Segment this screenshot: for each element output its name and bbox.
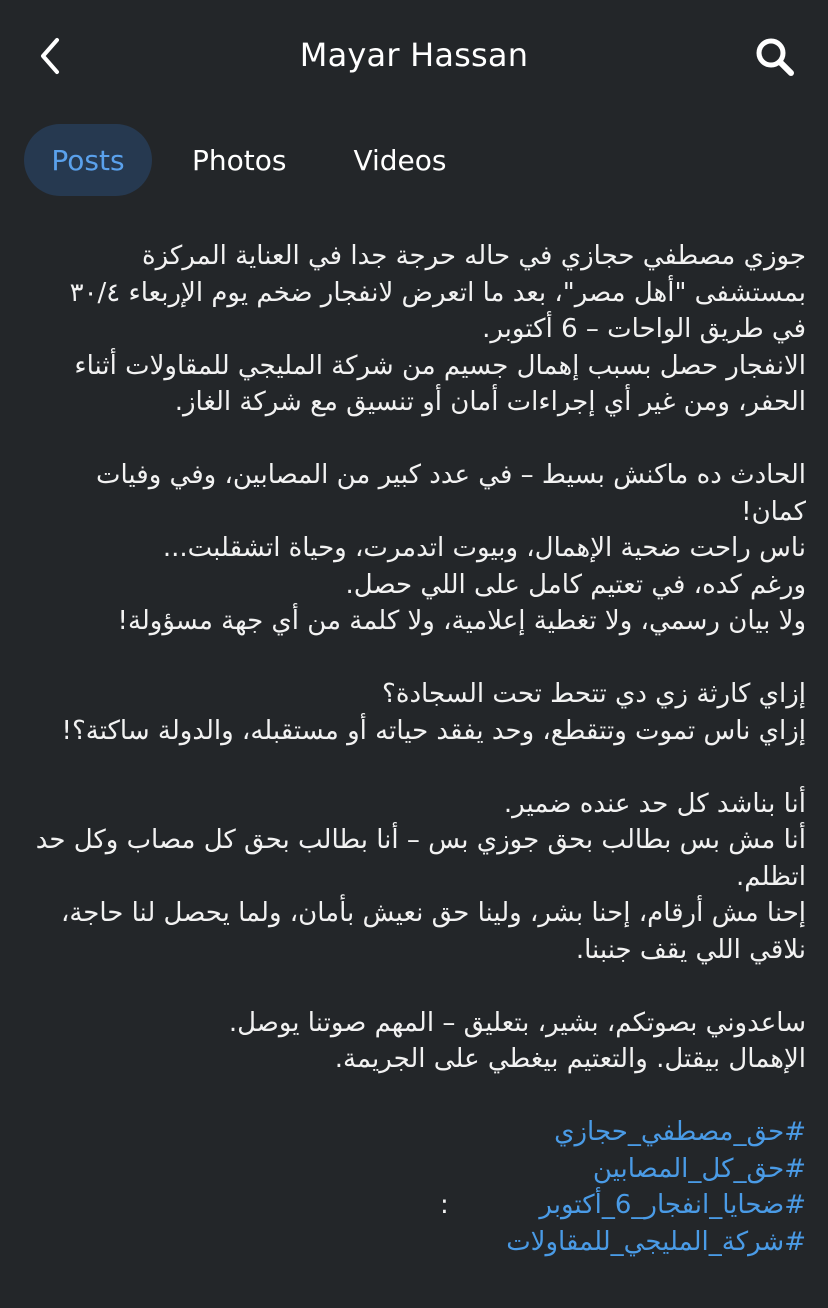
tab-posts[interactable]: Posts [24, 124, 152, 196]
post-paragraph: الحادث ده ماكنش بسيط – في عدد كبير من المصابين، وفي وفيات كمان! [96, 460, 806, 527]
post-paragraph: جوزي مصطفي حجازي في حاله حرجة جدا في العناية المركزة بمستشفى "أهل مصر"، بعد ما اتعرض لانفجار ضخم يوم الإربعاء ٣٠/٤ في طريق الواحات – 6 أكتوبر. [69, 241, 806, 344]
paragraph-gap [30, 749, 806, 786]
page-title: Mayar Hassan [299, 36, 529, 74]
tab-videos[interactable]: Videos [353, 143, 447, 177]
post-paragraph: ولا بيان رسمي، ولا تغطية إعلامية، ولا كلمة من أي جهة مسؤولة! [117, 606, 806, 636]
paragraph-gap [30, 421, 806, 458]
post-paragraph: ورغم كده، في تعتيم كامل على اللي حصل. [345, 569, 806, 600]
colon-text: : [440, 1190, 449, 1220]
top-bar [0, 0, 828, 112]
post-paragraph: إزاي ناس تموت وتتقطع، وحد يفقد حياته أو مستقبله، والدولة ساكتة؟! [61, 715, 806, 746]
post-paragraph: ساعدوني بصوتكم، بشير، بتعليق – المهم صوتنا يوصل. [228, 1007, 806, 1038]
post-paragraph: أنا بناشد كل حد عنده ضمير. [503, 788, 806, 819]
hashtag-row [30, 1187, 806, 1224]
post-paragraph: الانفجار حصل بسبب إهمال جسيم من شركة المليجي للمقاولات أثناء الحفر، ومن غير أي إجراءات أمان أو تنسيق مع شركة الغاز. [74, 350, 806, 417]
paragraph-gap [30, 640, 806, 677]
search-icon [754, 36, 796, 78]
paragraph-gap [30, 1078, 806, 1115]
post-paragraph: إزاي كارثة زي دي تتحط تحت السجادة؟ [382, 679, 806, 709]
hashtag-link[interactable]: #شركة_المليجي_للمقاولات [506, 1226, 806, 1257]
hashtag-link[interactable]: #حق_كل_المصابين [592, 1153, 806, 1184]
profile-tabs [24, 124, 447, 196]
post-body [30, 238, 806, 1260]
tab-photos[interactable]: Photos [192, 143, 287, 177]
search-button[interactable] [752, 34, 798, 80]
hashtag-link[interactable]: #حق_مصطفي_حجازي [554, 1117, 806, 1147]
hashtag-link[interactable]: #ضحايا_انفجار_6_أكتوبر [539, 1190, 806, 1220]
post-paragraph: إحنا مش أرقام، إحنا بشر، ولينا حق نعيش بأمان، ولما يحصل لنا حاجة، نلاقي اللي يقف جنبنا. [60, 898, 806, 965]
post-paragraph: أنا مش بس بطالب بحق جوزي بس – أنا بطالب بحق كل مصاب وكل حد اتظلم. [35, 825, 806, 892]
post-paragraph: الإهمال بيقتل. والتعتيم بيغطي على الجريمة. [334, 1044, 806, 1074]
post-paragraph: ناس راحت ضحية الإهمال، وبيوت اتدمرت، وحياة اتشقلبت... [162, 533, 806, 563]
paragraph-gap [30, 968, 806, 1005]
